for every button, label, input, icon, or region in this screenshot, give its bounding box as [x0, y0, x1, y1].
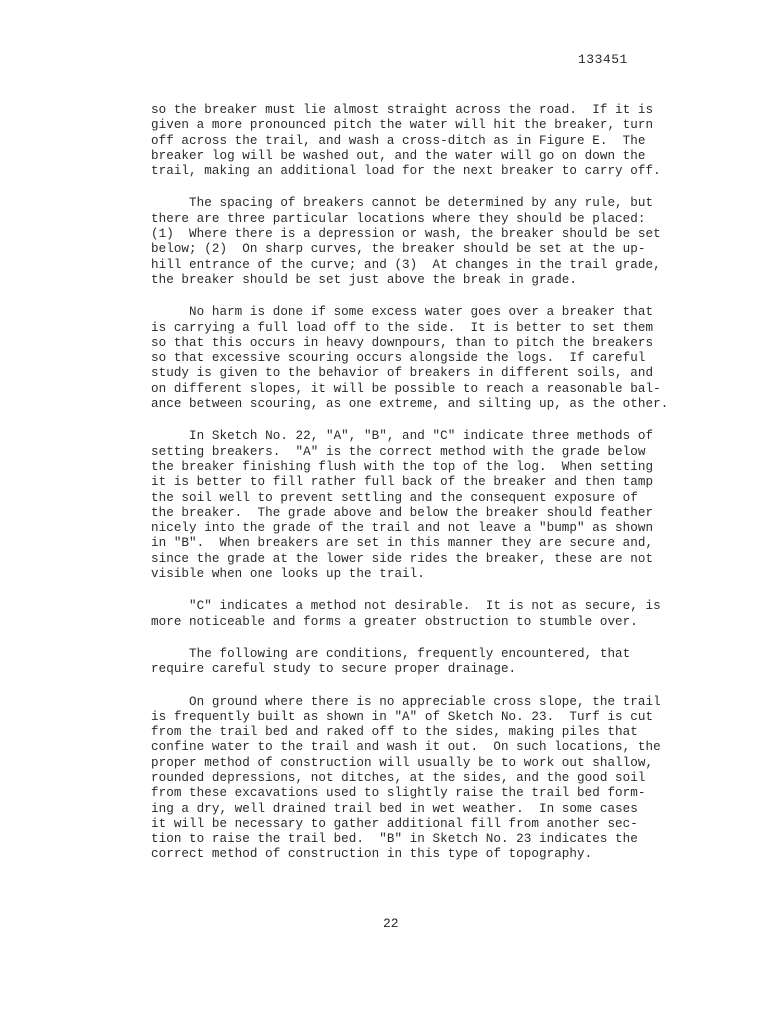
text-line: "C" indicates a method not desirable. It is not as secure, is: [151, 599, 661, 614]
text-line: it is better to fill rather full back of the breaker and then tamp: [151, 475, 654, 490]
paragraph: [151, 305, 671, 412]
text-line: (1) Where there is a depression or wash, the breaker should be set: [151, 227, 661, 242]
text-line: In Sketch No. 22, "A", "B", and "C" indicate three methods of: [151, 429, 654, 444]
text-line: setting breakers. "A" is the correct method with the grade below: [151, 444, 646, 459]
text-line: rounded depressions, not ditches, at the sides, and the good soil: [151, 770, 646, 785]
text-line: correct method of construction in this type of topography.: [151, 847, 593, 862]
text-line: from the trail bed and raked off to the sides, making piles that: [151, 725, 638, 740]
body-text: [151, 103, 671, 880]
page-number: 22: [383, 916, 399, 931]
text-line: is carrying a full load off to the side. It is better to set them: [151, 320, 654, 335]
text-line: the breaker. The grade above and below the breaker should feather: [151, 505, 654, 520]
text-line: the breaker finishing flush with the top of the log. When setting: [151, 459, 654, 474]
text-line: No harm is done if some excess water goes over a breaker that: [151, 305, 654, 320]
paragraph: [151, 429, 671, 582]
text-line: so the breaker must lie almost straight across the road. If it is: [151, 103, 654, 117]
text-line: given a more pronounced pitch the water will hit the breaker, turn: [151, 118, 654, 133]
paragraph: [151, 695, 671, 863]
text-line: the breaker should be set just above the break in grade.: [151, 272, 578, 287]
text-line: The following are conditions, frequently encountered, that: [151, 646, 631, 661]
text-line: nicely into the grade of the trail and not leave a "bump" as shown: [151, 521, 654, 536]
document-number: 133451: [578, 52, 628, 67]
text-line: is frequently built as shown in "A" of Sketch No. 23. Turf is cut: [151, 709, 654, 724]
text-line: require careful study to secure proper drainage.: [151, 662, 517, 677]
text-line: so that excessive scouring occurs alongside the logs. If careful: [151, 351, 646, 366]
text-line: tion to raise the trail bed. "B" in Sketch No. 23 indicates the: [151, 832, 638, 847]
text-line: On ground where there is no appreciable cross slope, the trail: [151, 694, 661, 709]
text-line: the soil well to prevent settling and the consequent exposure of: [151, 490, 638, 505]
text-line: there are three particular locations where they should be placed:: [151, 211, 646, 226]
text-line: more noticeable and forms a greater obstruction to stumble over.: [151, 614, 638, 629]
text-line: breaker log will be washed out, and the water will go on down the: [151, 148, 646, 163]
text-line: in "B". When breakers are set in this manner they are secure and,: [151, 536, 654, 551]
text-line: since the grade at the lower side rides the breaker, these are not: [151, 551, 654, 566]
paragraph: [151, 599, 671, 630]
text-line: ance between scouring, as one extreme, and silting up, as the other.: [151, 397, 669, 412]
text-line: visible when one looks up the trail.: [151, 567, 425, 582]
text-line: trail, making an additional load for the next breaker to carry off.: [151, 164, 661, 179]
text-line: confine water to the trail and wash it out. On such locations, the: [151, 740, 661, 755]
paragraph: [151, 647, 671, 678]
text-line: The spacing of breakers cannot be determined by any rule, but: [151, 196, 654, 211]
text-line: on different slopes, it will be possible to reach a reasonable bal-: [151, 381, 661, 396]
text-line: study is given to the behavior of breakers in different soils, and: [151, 366, 654, 381]
text-line: ing a dry, well drained trail bed in wet weather. In some cases: [151, 801, 638, 816]
paragraph: [151, 103, 671, 179]
text-line: from these excavations used to slightly raise the trail bed form-: [151, 786, 646, 801]
text-line: off across the trail, and wash a cross-ditch as in Figure E. The: [151, 133, 646, 148]
text-line: below; (2) On sharp curves, the breaker should be set at the up-: [151, 242, 646, 257]
paragraph: [151, 196, 671, 288]
text-line: proper method of construction will usually be to work out shallow,: [151, 755, 654, 770]
text-line: hill entrance of the curve; and (3) At changes in the trail grade,: [151, 257, 661, 272]
text-line: so that this occurs in heavy downpours, than to pitch the breakers: [151, 335, 654, 350]
text-line: it will be necessary to gather additional fill from another sec-: [151, 816, 638, 831]
